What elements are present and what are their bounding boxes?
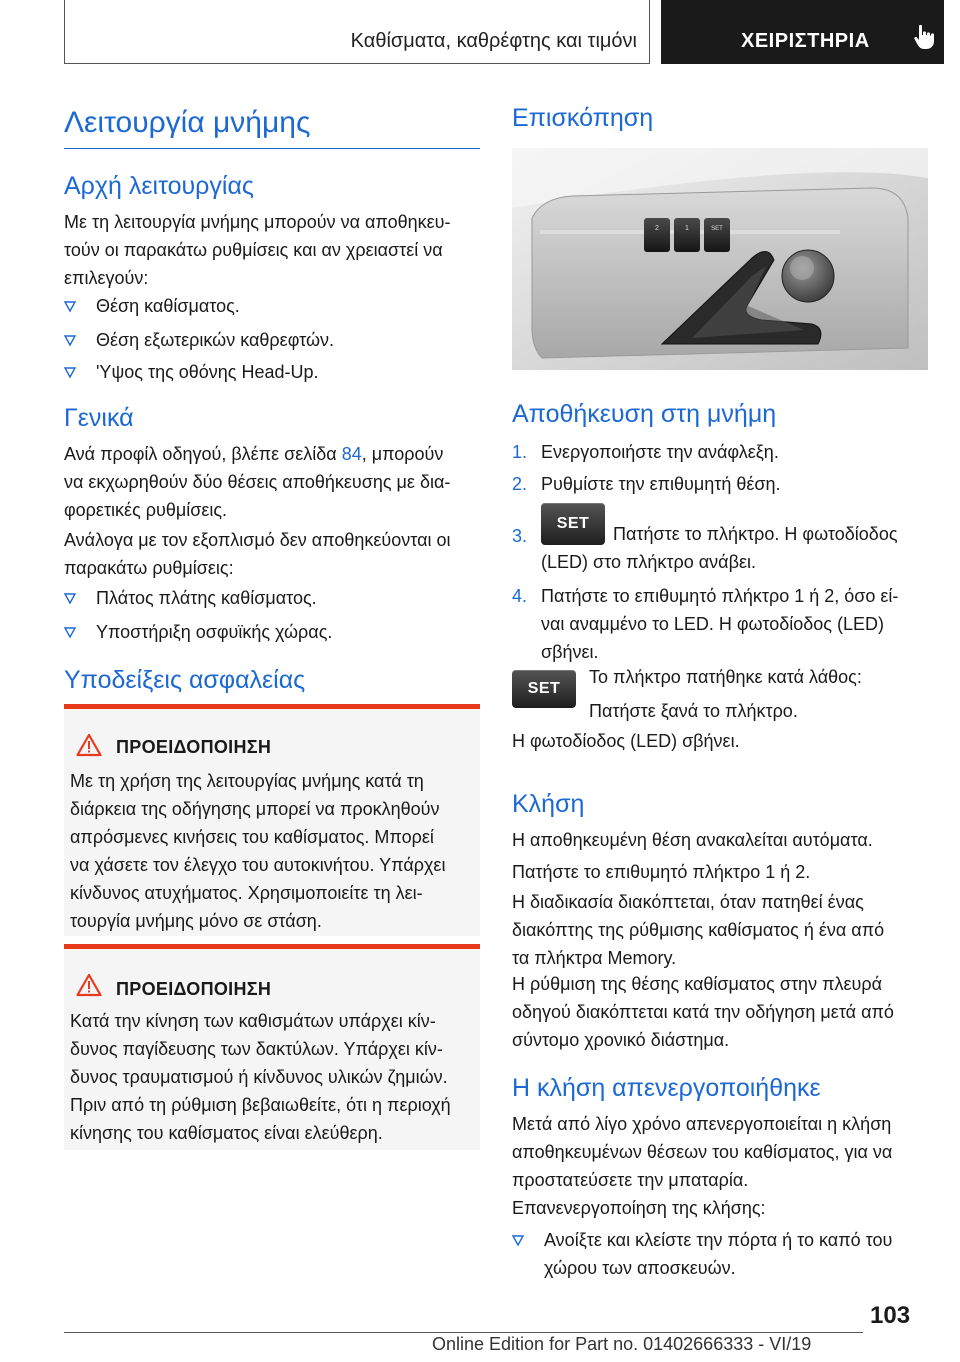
recall-text: Η διαδικασία διακόπτεται, όταν πατηθεί ένας διακόπτης της ρύθμισης καθίσματος ή ένα από τα πλήκτρα Memory. [512, 892, 885, 968]
list-item: Θέση καθίσματος. [64, 292, 480, 320]
safety-heading: Υποδείξεις ασφαλείας [64, 666, 306, 694]
recall-heading: Κλήση [512, 790, 585, 818]
warning-text: Κατά την κίνηση των καθισμάτων υπάρχει κίν- δυνος παγίδευσης των δακτύλων. Υπάρχει κίν- δυνος τραυματισμού ή κίνδυνος υλικών ζημιών. Πριν από τη ρύθμιση βεβαιωθείτε, ότι η περιοχή κίνησης του καθίσματος είναι ελεύθερη. [70, 1011, 451, 1143]
memory-button [674, 218, 700, 252]
text-line: Με τη λειτουργία μνήμης μπορούν να αποθηκευ- [64, 212, 451, 232]
list-item: Υποστήριξη οσφυϊκής χώρας. [64, 618, 480, 646]
step-text: Πατήστε το πλήκτρο. Η φωτοδίοδος (LED) στο πλήκτρο ανάβει. [541, 524, 898, 572]
wrong-key-note: Το πλήκτρο πατήθηκε κατά λάθος: Πατήστε ξανά το πλήκτρο. [589, 667, 862, 721]
title-rule [64, 148, 480, 149]
footer-edition: Online Edition for Part no. 01402666333 - VI/19 [432, 1334, 812, 1354]
seat-controls-illustration [512, 148, 928, 370]
triangle-bullet-icon [512, 1235, 524, 1247]
principle-heading: Αρχή λειτουργίας [64, 172, 254, 200]
warning-triangle-icon [76, 973, 102, 997]
step-number: 1. [512, 442, 528, 462]
page-title: Λειτουργία μνήμης [64, 106, 311, 139]
general-heading: Γενικά [64, 404, 134, 432]
recall-text: Η ρύθμιση της θέσης καθίσματος στην πλευρά οδηγού διακόπτεται κατά την οδήγηση μετά από σύντομο χρονικό διάστημα. [512, 974, 894, 1050]
warning-triangle-icon [76, 733, 102, 757]
set-key-icon: SET [512, 670, 576, 708]
list-item: 'Υψος της οθόνης Head-Up. [64, 358, 480, 386]
text-line: να εκχωρηθούν δύο θέσεις αποθήκευσης με δια- [64, 472, 451, 492]
pointing-hand-icon [913, 24, 937, 50]
warning-title: ΠΡΟΕΙΔΟΠΟΙΗΣΗ [116, 979, 272, 999]
step-number: 3. [512, 526, 528, 546]
general-text-2 [64, 526, 484, 582]
header-chapter-title: ΧΕΙΡΙΣΤΗΡΙΑ [741, 30, 870, 52]
list-item: Θέση εξωτερικών καθρεφτών. [64, 326, 480, 354]
recall-text: Πατήστε το επιθυμητό πλήκτρο 1 ή 2. [512, 862, 811, 882]
page-number: 103 [870, 1302, 911, 1329]
overview-heading: Επισκόπηση [512, 104, 654, 132]
warning-text: Με τη χρήση της λειτουργίας μνήμης κατά τη διάρκεια της οδήγησης μπορεί να προκληθούν απρόσμενες κινήσεις του καθίσματος. Μπορεί να χάσετε τον έλεγχο του αυτοκινήτου. Υπάρχει κίνδυνος ατυχήματος. Χρησιμοποιείτε τη λει- τουργία μνήμης μόνο σε στάση. [70, 771, 446, 931]
text-line: τούν οι παρακάτω ρυθμίσεις και αν χρειαστεί να [64, 240, 443, 260]
step-number: 4. [512, 586, 528, 606]
warning-box [64, 704, 480, 936]
warning-title: ΠΡΟΕΙΔΟΠΟΙΗΣΗ [116, 737, 272, 757]
triangle-bullet-icon [64, 335, 76, 347]
triangle-bullet-icon [64, 301, 76, 313]
photo-button-label: 2 [655, 225, 659, 232]
deactivated-text: Επανενεργοποίηση της κλήσης: [512, 1198, 766, 1218]
triangle-bullet-icon [64, 367, 76, 379]
step-number: 2. [512, 474, 528, 494]
memory-button [644, 218, 670, 252]
step-text: Πατήστε το επιθυμητό πλήκτρο 1 ή 2, όσο εί- ναι αναμμένο το LED. Η φωτοδίοδος (LED) σβήνει. [541, 586, 899, 662]
list-item: Πλάτος πλάτης καθίσματος. [64, 584, 480, 612]
header-chapter-box [661, 0, 944, 64]
general-text-1: Ανά προφίλ οδηγού, βλέπε σελίδα 84, μπορούν να εκχωρηθούν δύο θέσεις αποθήκευσης με δια- φορετικές ρυθμίσεις. [64, 440, 484, 524]
step-text: Ενεργοποιήστε την ανάφλεξη. [541, 442, 779, 462]
triangle-bullet-icon [64, 627, 76, 639]
text-line: φορετικές ρυθμίσεις. [64, 500, 228, 520]
header-section-title: Καθίσματα, καθρέφτης και τιμόνι [350, 30, 637, 52]
deactivated-text: Μετά από λίγο χρόνο απενεργοποιείται η κλήση αποθηκευμένων θέσεων του καθίσματος, για να προστατεύσετε την μπαταρία. [512, 1114, 893, 1190]
footer-rule [64, 1332, 863, 1333]
deactivated-heading: Η κλήση απενεργοποιήθηκε [512, 1074, 821, 1102]
text-line: επιλεγούν: [64, 268, 149, 288]
photo-button-label: 1 [685, 225, 689, 232]
store-heading: Αποθήκευση στη μνήμη [512, 400, 777, 428]
page-link[interactable]: 84 [341, 444, 362, 464]
triangle-bullet-icon [64, 593, 76, 605]
header-section-box [64, 0, 650, 64]
list-item: Ανοίξτε και κλείστε την πόρτα ή το καπό του χώρου των αποσκευών. [512, 1226, 932, 1282]
step-text: Ρυθμίστε την επιθυμητή θέση. [541, 474, 781, 494]
recall-text: Η αποθηκευμένη θέση ανακαλείται αυτόματα. [512, 830, 873, 850]
seat-controls-photo [512, 148, 928, 370]
text-line: Ανάλογα με τον εξοπλισμό δεν αποθηκεύονται οι [64, 530, 451, 550]
principle-text [64, 208, 484, 292]
text-line: παρακάτω ρυθμίσεις: [64, 558, 234, 578]
set-button [704, 218, 730, 252]
set-key-icon: SET [541, 503, 605, 545]
warning-box [64, 944, 480, 1150]
photo-button-label: SET [711, 226, 723, 232]
led-off-text: Η φωτοδίοδος (LED) σβήνει. [512, 731, 740, 751]
